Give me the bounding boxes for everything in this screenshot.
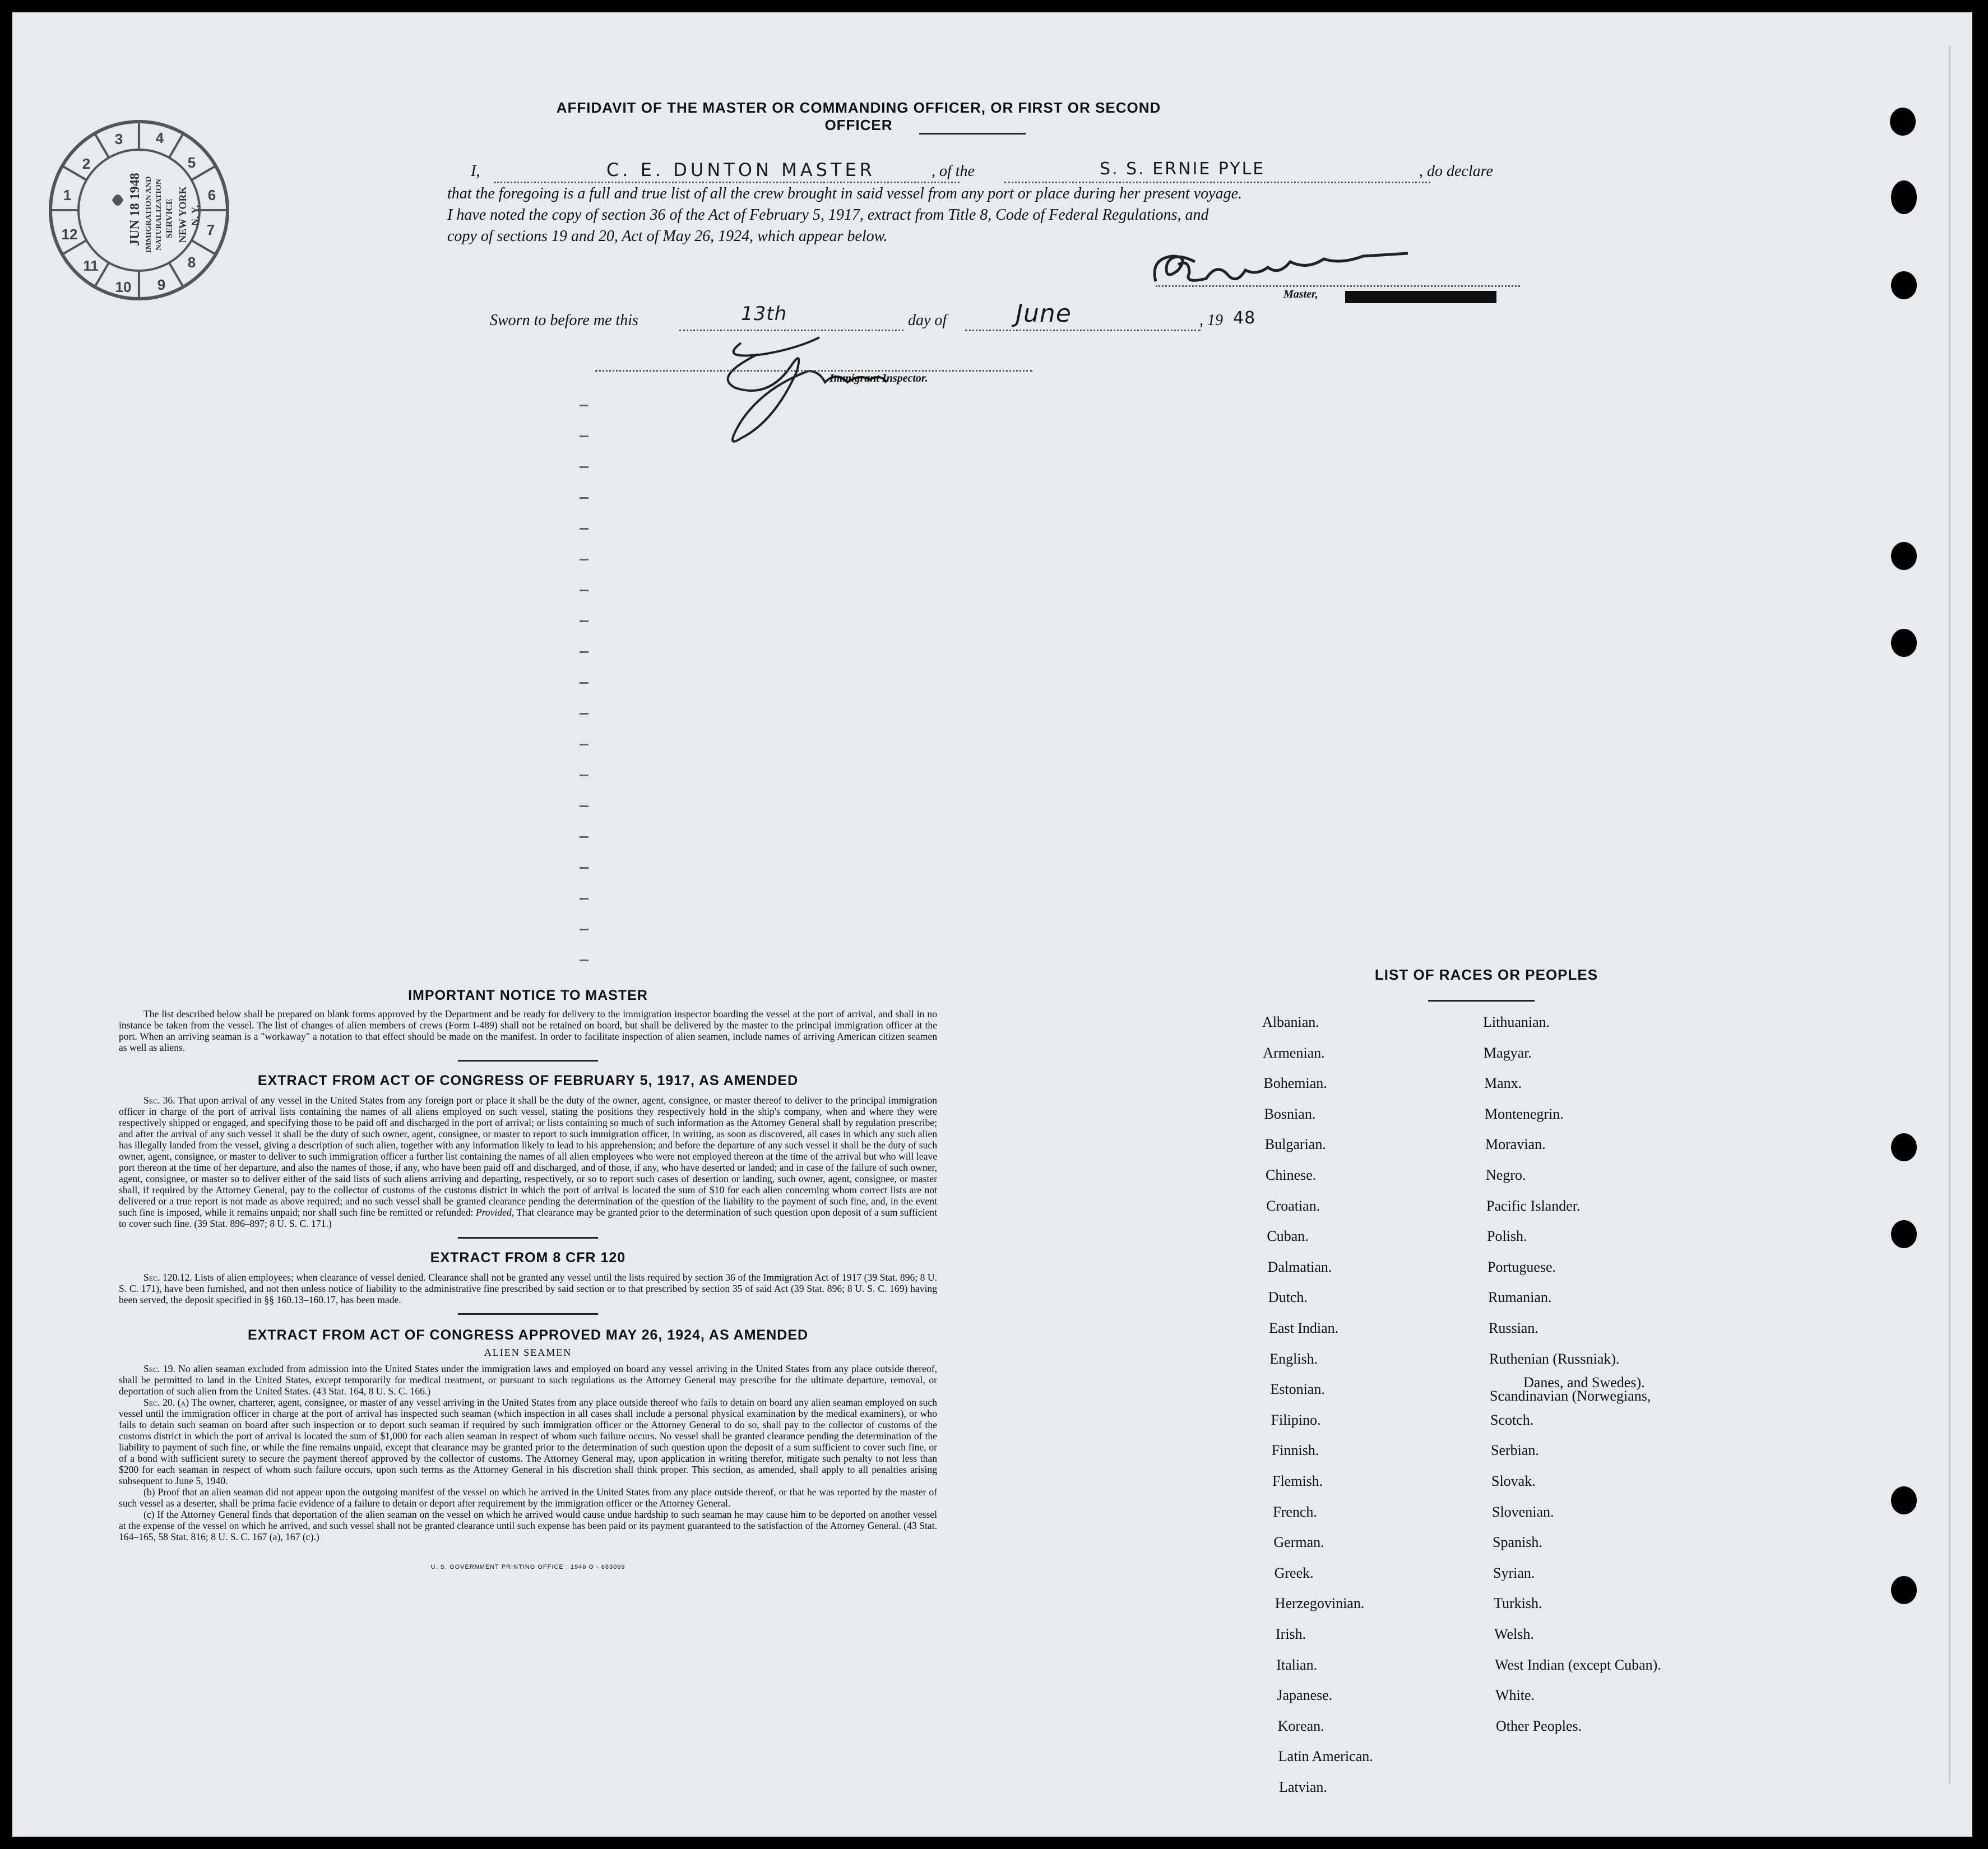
svg-text:9: 9 — [157, 276, 166, 293]
race-item: Spanish. — [1493, 1534, 1542, 1551]
margin-tick — [580, 775, 588, 776]
master-signature-line — [1156, 285, 1520, 287]
margin-tick — [580, 590, 588, 591]
redaction-bar — [1345, 291, 1496, 303]
binder-hole — [1891, 1486, 1917, 1514]
binder-hole — [1891, 1576, 1917, 1604]
sec-label: Sec. 19. — [143, 1363, 175, 1374]
sec-label: Sec. 20. (a) — [143, 1397, 189, 1408]
sec-label: Sec. 120.12. — [143, 1272, 192, 1283]
race-item: West Indian (except Cuban). — [1495, 1656, 1661, 1673]
race-item: Dutch. — [1268, 1289, 1308, 1306]
notice-text — [119, 1008, 937, 1053]
inspector-signature-line — [595, 370, 1032, 372]
race-item: Syrian. — [1493, 1564, 1535, 1581]
race-item: Latvian. — [1279, 1779, 1327, 1795]
race-item: Danes, and Swedes). — [1523, 1374, 1645, 1391]
affidavit-of-the: , of the — [932, 163, 975, 180]
master-name-handwritten: C. E. DUNTON MASTER — [606, 159, 875, 180]
stamp-line: SERVICE — [165, 198, 174, 238]
extract-cfr-body: Lists of alien employees; when clearance of vessel denied. Clearance shall not be granted any vessel until the lists required by section 36 of the Immigration Act of 1917 (39 Stat. 896; 8 U. S. C. 171), have been furnished, and not then unless notice of liability to the administrative fine prescribed by said section or to that prescribed by section 35 of said Act (39 Stat. 896; 8 U. S. C. 169) having been served, the deposit specified in §§ 160.13–160.17, has been made. — [119, 1272, 937, 1305]
race-item: Herzegovinian. — [1275, 1595, 1365, 1612]
margin-tick — [580, 713, 588, 715]
svg-text:10: 10 — [115, 279, 132, 295]
margin-tick — [580, 898, 588, 900]
margin-tick — [580, 559, 588, 560]
races-title: LIST OF RACES OR PEOPLES — [1374, 966, 1598, 983]
sworn-text: Sworn to before me this — [490, 312, 638, 329]
margin-tick — [580, 405, 588, 406]
race-item: Latin American. — [1278, 1748, 1373, 1765]
binder-hole — [1891, 271, 1917, 299]
race-item: Ruthenian (Russniak). — [1489, 1350, 1620, 1367]
binder-hole — [1890, 108, 1916, 136]
svg-text:1: 1 — [63, 187, 72, 203]
extract-1924-title: EXTRACT FROM ACT OF CONGRESS APPROVED MAY 26, 1924, AS AMENDED — [247, 1327, 809, 1343]
race-item: Filipino. — [1271, 1411, 1321, 1428]
margin-tick — [580, 682, 588, 684]
race-item: Lithuanian. — [1483, 1014, 1550, 1030]
affidavit-i: I, — [471, 163, 480, 180]
extract-1924-subtitle: ALIEN SEAMEN — [484, 1347, 572, 1358]
divider — [919, 133, 1026, 135]
extract-1917-body: That upon arrival of any vessel in the United States from any foreign port or place it shall be the duty of the owner, agent, consignee, or master thereof to deliver to the principal immigration officer in charge of the port of arrival lists containing the names of all aliens employed on such vessel, stating the positions they respectively hold in the ship's company, when and where they were respectively shipped or engaged, and specifying those to be paid off and discharged in the port of arrival; or lists containing so much of such information as the Attorney General shall by regulation prescribe; and after the arrival of any such vessel it shall be the duty of such owner, agent, consignee, or master to report to such immigration officer, in writing, as soon as discovered, all cases in which any such alien has illegally landed from the vessel, giving a description of such alien, together with any information likely to lead to his apprehension; and before the departure of any such vessel it shall be the duty of such owner, agent, consignee, or master to deliver to such immigration officer a further list containing the names of all alien employees who were not employed thereon at the time of the arrival but who will leave port thereon at the time of her departure, and also the names of those, if any, who have been paid off and discharged, and of those, if any, who have deserted or landed; and in case of the failure of such owner, agent, consignee, or master so to deliver either of the said lists of such aliens arriving and departing, respectively, or so to report such cases of desertion or landing, such owner, agent, consignee, or master shall, if required by the Attorney General, pay to the collector of customs of the customs district in which the port of arrival is located the sum of $10 for each alien concerning whom correct lists are not delivered or a true report is not made as above required; and no such vessel shall be granted clearance pending the determination of the question of the liability to the payment of such fine, and, in the event such fine is imposed, while it remains unpaid; nor shall such fine be remitted or refunded: — [119, 1095, 937, 1218]
race-item: Magyar. — [1484, 1044, 1532, 1061]
provided-word: Provided, — [475, 1207, 515, 1218]
margin-tick — [580, 960, 588, 961]
sec-20c-body: (c) If the Attorney General finds that deportation of the alien seaman on the vessel on which he arrived would cause undue hardship to such seaman he may cause him to be deported on another vessel at the expense of the vessel on which he arrived, and such vessel shall not be granted clearance until such expense has been paid or its payment guaranteed to the satisfaction of the Attorney General. (43 Stat. 164–165, 58 Stat. 816; 8 U. S. C. 167 (a), 167 (c).) — [119, 1509, 937, 1542]
binder-hole — [1891, 1220, 1917, 1248]
stamp-line: IMMIGRATION AND — [145, 176, 153, 253]
affidavit-body-line: that the foregoing is a full and true list of all the crew brought in said vessel from any port or place during her present voyage. — [447, 185, 1243, 202]
margin-tick — [580, 528, 588, 530]
race-item: East Indian. — [1269, 1320, 1339, 1336]
notice-body: The list described below shall be prepared on blank forms approved by the Department and be ready for delivery to the immigration inspector boarding the vessel at the port of arrival, and shall in no instance be taken from the vessel. The list of changes of alien members of crews (Form I-489) shall not be retained on board, but shall be delivered by the master to the principal immigration officer at the port. When an arriving seaman is a "workaway" a notation to that effect should be made on the manifest. In order to facilitate inspection of alien seamen, include names of arriving American citizen seamen as well as aliens. — [119, 1008, 937, 1053]
race-item: Irish. — [1276, 1626, 1306, 1642]
race-item: Slovak. — [1491, 1473, 1536, 1489]
race-item: Montenegrin. — [1485, 1105, 1564, 1122]
immigration-stamp — [45, 116, 233, 304]
sec-20c-text — [119, 1509, 937, 1542]
day-handwritten: 13th — [741, 303, 787, 325]
race-item: Bohemian. — [1263, 1075, 1327, 1092]
svg-text:6: 6 — [207, 187, 216, 203]
notice-title: IMPORTANT NOTICE TO MASTER — [408, 988, 648, 1003]
race-item: Serbian. — [1491, 1442, 1539, 1459]
sec-20b-body: (b) Proof that an alien seaman did not appear upon the outgoing manifest of the vessel on which he arrived in the United States from any place outside thereof, or that he was reported by the master of such vessel as a deserter, shall be prima facie evidence of a failure to detain or deport after requirement by the immigration officer or the Attorney General. — [119, 1486, 937, 1509]
race-item: Bosnian. — [1264, 1105, 1316, 1122]
stamp-line: NEW YORK — [177, 186, 188, 243]
extract-cfr-text — [119, 1272, 937, 1305]
printer-imprint: U. S. GOVERNMENT PRINTING OFFICE : 1946 O - 683069 — [430, 1564, 625, 1570]
document-page — [12, 12, 1972, 1837]
race-item: Japanese. — [1277, 1687, 1333, 1704]
race-item: Manx. — [1484, 1075, 1522, 1092]
day-of-text: day of — [908, 312, 947, 329]
divider — [458, 1313, 598, 1315]
divider — [458, 1237, 598, 1239]
race-item: Cuban. — [1267, 1228, 1309, 1245]
divider — [1428, 1000, 1535, 1002]
margin-rule — [1949, 46, 1950, 1783]
notice-section — [119, 988, 937, 1570]
race-item: Moravian. — [1485, 1136, 1546, 1153]
margin-tick — [580, 466, 588, 468]
margin-tick — [580, 744, 588, 745]
sec-label: Sec. 36. — [143, 1095, 175, 1106]
margin-tick — [580, 929, 588, 930]
race-item: Chinese. — [1266, 1167, 1317, 1183]
stamp-date: JUN 18 1948 — [128, 173, 142, 246]
master-label: Master, — [1283, 288, 1318, 300]
sec-20a-text — [119, 1397, 937, 1486]
race-item: Turkish. — [1494, 1595, 1542, 1612]
affidavit-body-line: copy of sections 19 and 20, Act of May 26, 1924, which appear below. — [447, 228, 888, 245]
race-item: Portuguese. — [1487, 1258, 1556, 1275]
race-item: Finnish. — [1271, 1442, 1319, 1459]
month-handwritten: June — [1016, 299, 1072, 328]
affidavit-body-line: I have noted the copy of section 36 of the Act of February 5, 1917, extract from Title 8, Code of Federal Regulations, and — [447, 206, 1209, 224]
race-item: Armenian. — [1263, 1044, 1325, 1061]
race-item: Italian. — [1276, 1656, 1318, 1673]
race-item: Scotch. — [1490, 1411, 1534, 1428]
svg-text:7: 7 — [206, 221, 215, 238]
race-item: Korean. — [1277, 1717, 1324, 1734]
sec-19-text — [119, 1363, 937, 1397]
binder-hole — [1891, 1133, 1917, 1161]
month-field-line — [965, 330, 1201, 331]
margin-tick — [580, 651, 588, 653]
divider — [458, 1060, 598, 1062]
stamp-line: N. Y. — [189, 205, 201, 226]
race-item: Greek. — [1274, 1564, 1314, 1581]
svg-text:11: 11 — [83, 257, 99, 274]
binder-hole — [1891, 542, 1917, 570]
binder-hole — [1891, 180, 1917, 214]
margin-tick — [580, 867, 588, 869]
race-item: Polish. — [1487, 1228, 1527, 1245]
margin-tick — [580, 620, 588, 622]
svg-text:12: 12 — [61, 226, 78, 243]
affidavit-do-declare: , do declare — [1419, 163, 1493, 180]
race-item: Croatian. — [1266, 1197, 1320, 1214]
extract-cfr-title: EXTRACT FROM 8 CFR 120 — [430, 1250, 626, 1266]
inspector-label: Immigrant Inspector. — [830, 372, 928, 384]
svg-text:4: 4 — [155, 129, 164, 146]
extract-1917-title: EXTRACT FROM ACT OF CONGRESS OF FEBRUARY 5, 1917, AS AMENDED — [257, 1073, 799, 1088]
margin-tick — [580, 435, 588, 437]
vessel-field-line — [1004, 182, 1430, 183]
sec-20b-text — [119, 1486, 937, 1509]
svg-text:5: 5 — [187, 154, 196, 171]
extract-1917-body-end: That clearance may be granted prior to the determination of such question upon deposit of a sum sufficient to cover such fine. (39 Stat. 896–897; 8 U. S. C. 171.) — [119, 1207, 937, 1229]
race-item: Pacific Islander. — [1486, 1197, 1581, 1214]
race-item: Dalmatian. — [1267, 1258, 1332, 1275]
race-item: Other Peoples. — [1496, 1717, 1582, 1734]
race-item: Negro. — [1486, 1167, 1526, 1183]
vessel-name-handwritten: S. S. ERNIE PYLE — [1100, 159, 1266, 179]
extract-1917-text — [119, 1095, 937, 1229]
svg-text:2: 2 — [82, 155, 91, 172]
year-prefix: , 19 — [1199, 312, 1223, 329]
svg-text:3: 3 — [114, 131, 123, 147]
race-item: Russian. — [1489, 1320, 1539, 1336]
year-handwritten: 48 — [1233, 308, 1256, 328]
binder-hole — [1891, 629, 1917, 657]
race-item: Rumanian. — [1488, 1289, 1552, 1306]
affidavit-title: AFFIDAVIT OF THE MASTER OR COMMANDING OFFICER, OR FIRST OR SECOND OFFICER — [556, 99, 1161, 133]
sec-20a-body: The owner, charterer, agent, consignee, or master of any vessel arriving in the United States from any place outside thereof who fails to detain on board any alien seaman employed on such vessel until the immigration officer in charge at the port of arrival has inspected such seaman (which inspection in all cases shall include a personal physical examination by the medical examiners), or who fails to detain such seaman on board after such inspection or to deport such seaman if required by such immigration officer or the Attorney General to do so, shall pay to the collector of customs of the customs district in which the port of arrival is located the sum of $1,000 for each alien seaman in respect of whom such failure occurs. No vessel shall be granted clearance pending the determination of the liability to payment of such fine, or while the fine remains unpaid, except that clearance may be granted prior to the determination of such question upon the deposit of a sum sufficient to cover such fine, or of a bond with sufficient surety to secure the payment thereof approved by the collector of customs. The Attorney General may, upon application in writing therefor, mitigate such penalty to not less than $200 for each seaman in respect of whom such failure occurs, upon such terms as the Attorney General in his discretion shall think proper. This section, as amended, shall apply to all penalties arising subsequent to June 5, 1940. — [119, 1397, 937, 1486]
margin-tick — [580, 497, 588, 499]
margin-tick — [580, 836, 588, 838]
sec-19-body: No alien seaman excluded from admission into the United States under the immigration laws and employed on board any vessel arriving in the United States from any place outside thereof, shall be permitted to land in the United States, except temporarily for medical treatment, or pursuant to such regulations as the Attorney General may prescribe for the ultimate departure, removal, or deportation of such alien from the United States. (43 Stat. 164, 8 U. S. C. 166.) — [119, 1363, 937, 1397]
svg-text:8: 8 — [187, 254, 196, 271]
race-item: Flemish. — [1272, 1473, 1323, 1489]
name-field-line — [494, 182, 960, 183]
race-item: Albanian. — [1262, 1014, 1319, 1030]
race-item: Estonian. — [1270, 1381, 1325, 1398]
race-item: German. — [1273, 1534, 1324, 1551]
race-item: Bulgarian. — [1264, 1136, 1326, 1153]
race-item: Welsh. — [1494, 1626, 1534, 1642]
race-item: English. — [1269, 1350, 1318, 1367]
stamp-line: NATURALIZATION — [155, 179, 163, 251]
race-item: Scandinavian (Norwegians, — [1490, 1388, 1651, 1405]
margin-tick — [580, 805, 588, 807]
race-item: White. — [1495, 1687, 1535, 1704]
race-item: Slovenian. — [1492, 1503, 1554, 1520]
race-item: French. — [1273, 1503, 1317, 1520]
